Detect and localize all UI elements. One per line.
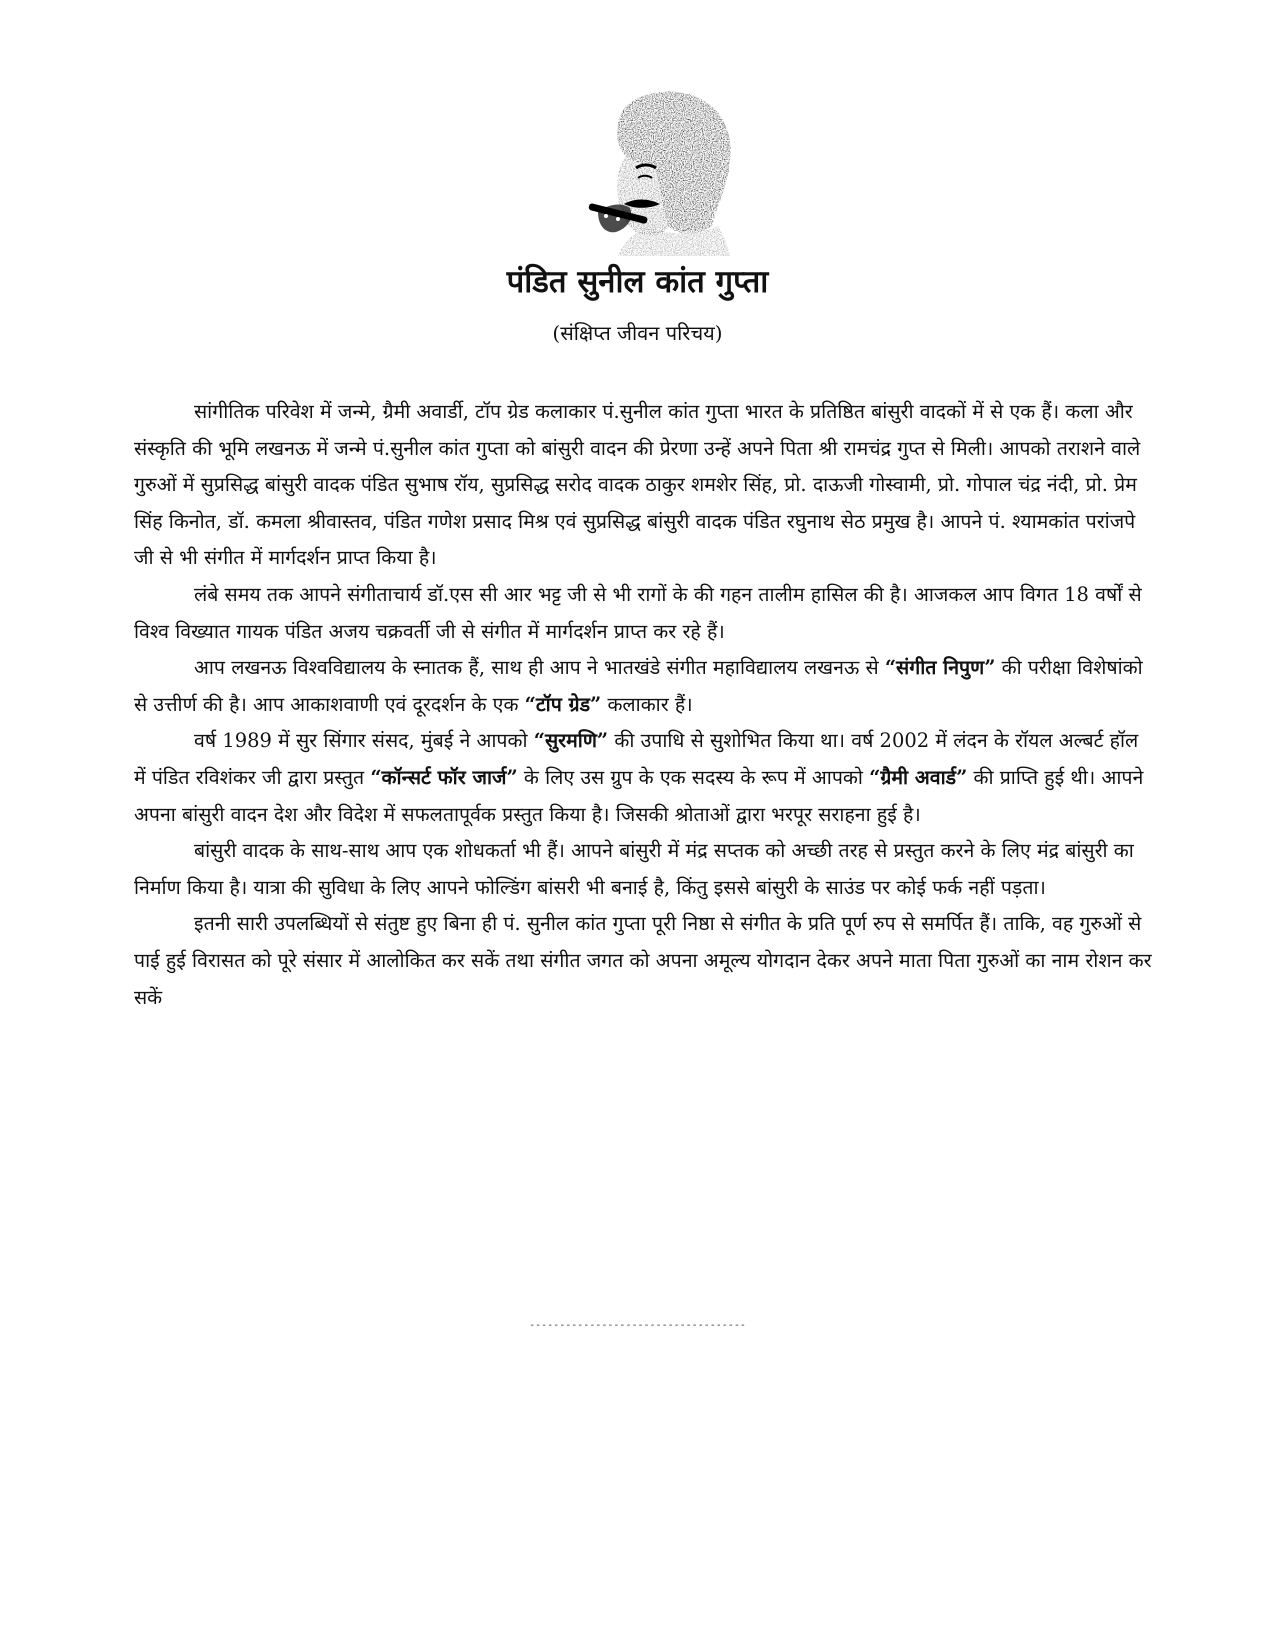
paragraph-1: सांगीतिक परिवेश में जन्मे, ग्रैमी अवार्डी, टॉप ग्रेड कलाकार पं.सुनील कांत गुप्ता भारत के प्रतिष्ठित बांसुरी वादकों में से एक हैं। कला और संस्कृति की भूमि लखनऊ में जन्मे पं.सुनील कांत गुप्ता को बांसुरी वादन की प्रेरणा उन्हें अपने पिता श्री रामचंद्र गुप्त से मिली। आपको तराशने वाले गुरुओं में सुप्रसिद्ध बांसुरी वादक पंडित सुभाष रॉय, सुप्रसिद्ध सरोद वादक ठाकुर शमशेर सिंह, प्रो. दाऊजी गोस्वामी, प्रो. गोपाल चंद्र नंदी, प्रो. प्रेम सिंह किनोत, डॉ. कमला श्रीवास्तव, पंडित गणेश प्रसाद मिश्र एवं सुप्रसिद्ध बांसुरी वादक पंडित रघुनाथ सेठ प्रमुख है। आपने पं. श्यामकांत परांजपे जी से भी संगीत में मार्गदर्शन प्राप्त किया है। — [134, 400, 1141, 570]
paragraph-2: लंबे समय तक आपने संगीताचार्य डॉ.एस सी आर भट्ट जी से भी रागों के की गहन तालीम हासिल की है। आजकल आप विगत 18 वर्षों से विश्व विख्यात गायक पंडित अजय चक्रवर्ती जी से संगीत में मार्गदर्शन प्राप्त कर रहे हैं। — [134, 582, 1142, 643]
paragraph-3-part-e: कलाकार हैं। — [601, 692, 693, 716]
paragraph-6: इतनी सारी उपलब्धियों से संतुष्ट हुए बिना ही पं. सुनील कांत गुप्ता पूरी निष्ठा से संगीत के प्रति पूर्ण रुप से समर्पित हैं। ताकि, वह गुरुओं से पाई हुई विरासत को पूरे संसार में आलोकित कर सकें तथा संगीत जगत को अपना अमूल्य योगदान देकर अपने माता पिता गुरुओं का नाम रोशन कर सकें — [134, 912, 1152, 1009]
top-grade-emphasis: “टॉप ग्रेड” — [524, 692, 602, 716]
paragraph-4-part-e: के लिए उस ग्रुप के एक सदस्य के रूप में आपको — [517, 765, 870, 789]
flute-player-portrait-icon — [578, 86, 738, 258]
paragraph-3-part-a: आप लखनऊ विश्वविद्यालय के स्नातक हैं, साथ ही आप ने भातखंडे संगीत महाविद्यालय लखनऊ से — [194, 656, 885, 680]
paragraph-4-part-a: वर्ष 1989 में सुर सिंगार संसद, मुंबई ने आपको — [194, 729, 534, 753]
paragraph-4-part-c: की उपाधि से सुशोभित किया था। वर्ष 2002 में लंदन के रॉयल अल्बर्ट हॉल में पंडित रविशंकर जी द्वारा प्रस्तुत — [134, 729, 1139, 789]
grammy-award-emphasis: “ग्रैमी अवार्ड” — [869, 765, 968, 789]
page-title: पंडित सुनील कांत गुप्ता — [506, 264, 769, 300]
paragraph-3 — [134, 650, 1154, 723]
concert-for-george-emphasis: “कॉन्सर्ट फॉर जार्ज” — [370, 765, 518, 789]
surmani-emphasis: “सुरमणि” — [533, 729, 609, 753]
paragraph-5: बांसुरी वादक के साथ-साथ आप एक शोधकर्ता भी हैं। आपने बांसुरी में मंद्र सप्तक को अच्छी तरह से प्रस्तुत करने के लिए मंद्र बांसुरी का निर्माण किया है। यात्रा की सुविधा के लिए आपने फोल्डिंग बांसरी भी बनाई है, किंतु इससे बांसुरी के साउंड पर कोई फर्क नहीं पड़ता। — [134, 839, 1134, 899]
sangeet-nipun-emphasis: “संगीत निपुण” — [884, 656, 996, 680]
paragraph-4-part-g: की प्राप्ति हुई थी। आपने अपना बांसुरी वादन देश और विदेश में सफलतापूर्वक प्रस्तुत किया है। जिसकी श्रोताओं द्वारा भरपूर सराहना हुई है। — [134, 765, 1144, 826]
end-divider: ------------------------------------ — [529, 1320, 746, 1331]
paragraph-4 — [134, 723, 1154, 833]
biography-text — [134, 394, 1154, 1016]
page-subtitle: (संक्षिप्त जीवन परिचय) — [552, 321, 723, 345]
paragraph-3-part-c: की परीक्षा विशेषांको से उत्तीर्ण की है। आप आकाशवाणी एवं दूरदर्शन के एक — [134, 656, 1143, 716]
